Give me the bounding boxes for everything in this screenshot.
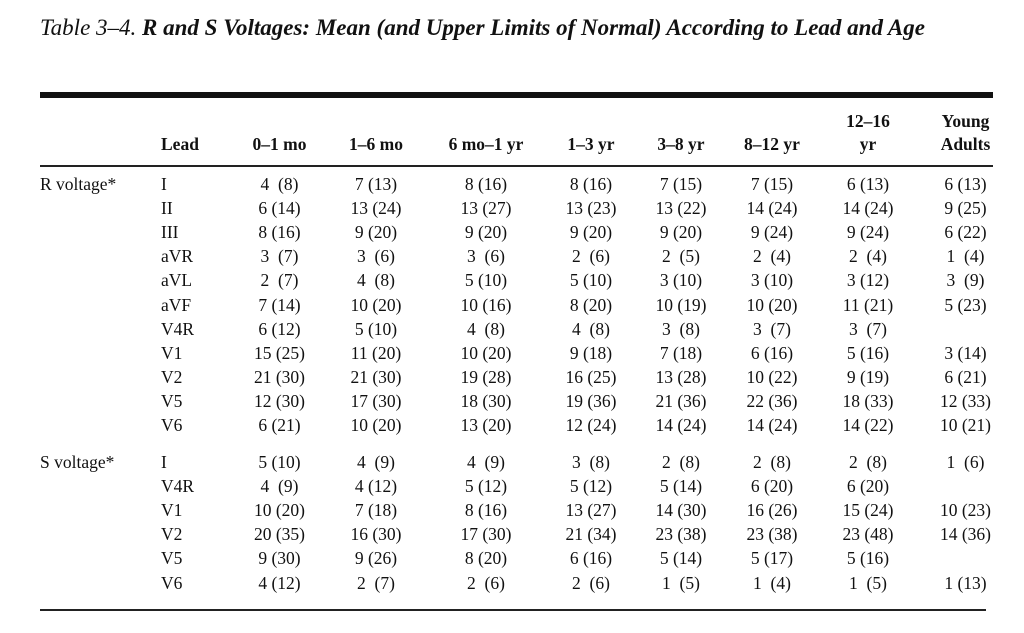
value-cell: [918, 474, 1013, 498]
value-cell: 17 (30): [460, 524, 512, 545]
value-cell: 6 (20): [846, 475, 890, 496]
table-number: Table 3–4.: [40, 15, 137, 40]
value-cell: 14 (30): [655, 500, 707, 521]
value-cell: 13 (27): [460, 197, 512, 218]
value-cell: 8 (20): [569, 294, 613, 315]
lead-cell: V1: [161, 342, 183, 363]
value-cell: 13 (23): [565, 197, 617, 218]
value-cell: 2 (8): [662, 451, 700, 472]
value-cell: 15 (24): [842, 500, 894, 521]
section-label: [40, 293, 161, 317]
value-cell: 4 (8): [467, 318, 505, 339]
table-row: [40, 571, 1013, 595]
value-cell: 9 (25): [944, 197, 987, 218]
section-label: [40, 366, 161, 390]
value-cell: 2 (8): [849, 451, 887, 472]
value-cell: 9 (20): [569, 221, 613, 242]
value-cell: 5 (10): [464, 270, 508, 291]
value-cell: 5 (10): [258, 451, 301, 472]
value-cell: 2 (6): [572, 572, 610, 593]
value-cell: 4 (9): [467, 451, 505, 472]
section-label: S voltage*: [40, 451, 115, 472]
value-cell: 4 (12): [258, 572, 301, 593]
value-cell: 6 (20): [750, 475, 794, 496]
value-cell: 1 (4): [946, 246, 985, 267]
value-cell: 7 (14): [258, 294, 301, 315]
section-label: [40, 317, 161, 341]
value-cell: 3 (6): [357, 246, 395, 267]
value-cell: 11 (20): [350, 342, 402, 363]
lead-cell: V6: [161, 572, 183, 593]
value-cell: 12 (33): [939, 391, 992, 412]
value-cell: 14 (24): [842, 197, 894, 218]
value-cell: 10 (23): [939, 500, 992, 521]
value-cell: 9 (30): [258, 548, 301, 569]
header-young-adults: [918, 108, 1013, 160]
table-row: [40, 220, 1013, 244]
value-cell: 3 (8): [662, 318, 700, 339]
section-label: [40, 571, 161, 595]
header-1-6mo: 1–6 mo: [349, 134, 403, 154]
lead-cell: V4R: [161, 475, 195, 496]
lead-cell: II: [161, 197, 173, 218]
value-cell: [918, 317, 1013, 341]
value-cell: 1 (5): [662, 572, 700, 593]
table-row: [40, 474, 1013, 498]
value-cell: 9 (18): [569, 342, 613, 363]
value-cell: 3 (7): [753, 318, 791, 339]
value-cell: 7 (15): [659, 173, 703, 194]
value-cell: 19 (28): [460, 367, 512, 388]
table-row: [40, 245, 1013, 269]
value-cell: 13 (24): [350, 197, 402, 218]
lead-cell: V2: [161, 524, 183, 545]
value-cell: 23 (38): [655, 524, 707, 545]
value-cell: 5 (10): [354, 318, 398, 339]
value-cell: 3 (12): [846, 270, 890, 291]
lead-cell: I: [161, 173, 167, 194]
lead-cell: V5: [161, 548, 183, 569]
value-cell: 10 (20): [350, 415, 402, 436]
value-cell: 16 (25): [565, 367, 617, 388]
header-1-3yr: 1–3 yr: [567, 134, 615, 154]
value-cell: 14 (36): [939, 524, 992, 545]
value-cell: 6 (13): [846, 173, 890, 194]
value-cell: 1 (13): [944, 572, 987, 593]
value-cell: 13 (28): [655, 367, 707, 388]
section-spacer: [40, 438, 1013, 450]
value-cell: 2 (7): [260, 270, 299, 291]
value-cell: 9 (19): [846, 367, 890, 388]
section-label: [40, 245, 161, 269]
value-cell: 16 (30): [350, 524, 402, 545]
lead-cell: I: [161, 451, 167, 472]
value-cell: 2 (4): [753, 246, 791, 267]
value-cell: 3 (10): [659, 270, 703, 291]
value-cell: 4 (12): [354, 475, 398, 496]
value-cell: 9 (20): [659, 221, 703, 242]
value-cell: 12 (24): [565, 415, 617, 436]
value-cell: 18 (30): [460, 391, 512, 412]
value-cell: 16 (26): [746, 500, 798, 521]
value-cell: 4 (9): [357, 451, 395, 472]
value-cell: 6 (13): [944, 173, 987, 194]
header-row: [40, 108, 1013, 160]
value-cell: 7 (18): [354, 500, 398, 521]
value-cell: 10 (22): [746, 367, 798, 388]
value-cell: 21 (34): [565, 524, 617, 545]
value-cell: 10 (20): [253, 500, 306, 521]
value-cell: 22 (36): [746, 391, 798, 412]
value-cell: 2 (5): [662, 246, 700, 267]
section-label: [40, 498, 161, 522]
table-row: [40, 450, 1013, 474]
value-cell: 10 (20): [460, 342, 512, 363]
section-label: [40, 547, 161, 571]
header-8-12yr-text: 8–12 yr: [744, 134, 800, 154]
value-cell: 6 (14): [258, 197, 301, 218]
value-cell: 10 (21): [939, 415, 992, 436]
section-spacer: [40, 160, 1013, 172]
section-label: [40, 474, 161, 498]
lead-cell: aVF: [161, 294, 192, 315]
value-cell: 5 (17): [750, 548, 794, 569]
value-cell: 6 (16): [569, 548, 613, 569]
spacer-cell: [40, 438, 1013, 450]
value-cell: 6 (16): [750, 342, 794, 363]
value-cell: 8 (16): [464, 173, 508, 194]
value-cell: 8 (16): [258, 221, 301, 242]
lead-cell: V6: [161, 415, 183, 436]
table-row: [40, 293, 1013, 317]
value-cell: 13 (22): [655, 197, 707, 218]
table-row: [40, 366, 1013, 390]
value-cell: 23 (48): [842, 524, 894, 545]
section-label: [40, 390, 161, 414]
value-cell: 5 (14): [659, 475, 703, 496]
value-cell: 7 (15): [750, 173, 794, 194]
value-cell: 1 (6): [946, 451, 985, 472]
section-label: R voltage*: [40, 173, 117, 194]
value-cell: 4 (8): [260, 173, 299, 194]
header-young-adults-text: Young Adults: [940, 111, 991, 154]
value-cell: 10 (19): [655, 294, 707, 315]
table-caption: [40, 14, 1000, 42]
value-cell: 6 (21): [258, 415, 301, 436]
value-cell: 21 (30): [253, 367, 306, 388]
section-label: [40, 341, 161, 365]
header-0-1mo: 0–1 mo: [252, 134, 307, 154]
lead-cell: V5: [161, 391, 183, 412]
value-cell: 1 (4): [753, 572, 791, 593]
value-cell: 10 (20): [350, 294, 402, 315]
value-cell: 8 (16): [569, 173, 613, 194]
header-12-16yr: [818, 108, 918, 160]
table-row: [40, 317, 1013, 341]
value-cell: 19 (36): [565, 391, 617, 412]
value-cell: 18 (33): [842, 391, 894, 412]
section-label: [40, 523, 161, 547]
value-cell: 3 (7): [260, 246, 299, 267]
value-cell: 5 (12): [464, 475, 508, 496]
lead-cell: V1: [161, 500, 183, 521]
header-3-8yr: 3–8 yr: [657, 134, 705, 154]
value-cell: 15 (25): [253, 342, 306, 363]
value-cell: 21 (36): [655, 391, 707, 412]
lead-cell: V4R: [161, 318, 195, 339]
value-cell: 6 (21): [944, 367, 987, 388]
lead-cell: aVL: [161, 270, 193, 291]
value-cell: [918, 547, 1013, 571]
value-cell: 17 (30): [350, 391, 402, 412]
value-cell: 3 (9): [946, 270, 985, 291]
value-cell: 13 (27): [565, 500, 617, 521]
value-cell: 14 (24): [746, 197, 798, 218]
value-cell: 11 (21): [842, 294, 894, 315]
section-label: [40, 269, 161, 293]
value-cell: 23 (38): [746, 524, 798, 545]
value-cell: 3 (10): [750, 270, 794, 291]
section-label: [40, 414, 161, 438]
value-cell: 4 (9): [260, 475, 299, 496]
value-cell: 7 (18): [659, 342, 703, 363]
header-6mo-1yr: 6 mo–1 yr: [448, 134, 524, 154]
value-cell: 10 (16): [460, 294, 512, 315]
header-12-16yr-text: 12–16 yr: [846, 111, 890, 154]
header-lead: Lead: [161, 134, 199, 154]
voltage-table: [40, 108, 1013, 595]
value-cell: 5 (23): [944, 294, 987, 315]
lead-cell: aVR: [161, 246, 194, 267]
value-cell: 5 (12): [569, 475, 613, 496]
value-cell: 3 (14): [944, 342, 987, 363]
table-row: [40, 523, 1013, 547]
value-cell: 20 (35): [253, 524, 306, 545]
value-cell: 4 (8): [572, 318, 610, 339]
value-cell: 9 (26): [354, 548, 398, 569]
table-row: [40, 547, 1013, 571]
value-cell: 3 (7): [849, 318, 887, 339]
header-blank: [40, 108, 161, 160]
value-cell: 12 (30): [253, 391, 306, 412]
top-rule: [40, 92, 993, 98]
value-cell: 2 (4): [849, 246, 887, 267]
value-cell: 14 (24): [746, 415, 798, 436]
table-body: [40, 160, 1013, 595]
value-cell: 2 (6): [467, 572, 505, 593]
table-row: [40, 498, 1013, 522]
value-cell: 5 (10): [569, 270, 613, 291]
value-cell: 7 (13): [354, 173, 398, 194]
table-row: [40, 172, 1013, 196]
table-row: [40, 196, 1013, 220]
value-cell: 4 (8): [357, 270, 395, 291]
value-cell: 6 (12): [258, 318, 301, 339]
value-cell: 21 (30): [350, 367, 402, 388]
section-label: [40, 196, 161, 220]
value-cell: 9 (20): [354, 221, 398, 242]
value-cell: 8 (20): [464, 548, 508, 569]
section-label: [40, 220, 161, 244]
value-cell: 3 (8): [572, 451, 610, 472]
value-cell: 1 (5): [849, 572, 887, 593]
header-8-12yr: [726, 108, 818, 160]
bottom-rule: [40, 609, 986, 611]
value-cell: 9 (24): [750, 221, 794, 242]
table-row: [40, 390, 1013, 414]
value-cell: 14 (24): [655, 415, 707, 436]
value-cell: 6 (22): [944, 221, 987, 242]
value-cell: 13 (20): [460, 415, 512, 436]
table-title: R and S Voltages: Mean (and Upper Limits of Normal) According to Lead and Age: [142, 15, 925, 40]
value-cell: 2 (8): [753, 451, 791, 472]
spacer-cell: [40, 160, 1013, 172]
value-cell: 8 (16): [464, 500, 508, 521]
value-cell: 5 (16): [846, 548, 890, 569]
value-cell: 5 (14): [659, 548, 703, 569]
value-cell: 2 (7): [357, 572, 395, 593]
lead-cell: III: [161, 221, 179, 242]
value-cell: 5 (16): [846, 342, 890, 363]
table-row: [40, 269, 1013, 293]
value-cell: 9 (24): [846, 221, 890, 242]
value-cell: 3 (6): [467, 246, 505, 267]
value-cell: 9 (20): [464, 221, 508, 242]
table-row: [40, 341, 1013, 365]
value-cell: 14 (22): [842, 415, 894, 436]
table-row: [40, 414, 1013, 438]
value-cell: 2 (6): [572, 246, 610, 267]
value-cell: 10 (20): [746, 294, 798, 315]
lead-cell: V2: [161, 367, 183, 388]
